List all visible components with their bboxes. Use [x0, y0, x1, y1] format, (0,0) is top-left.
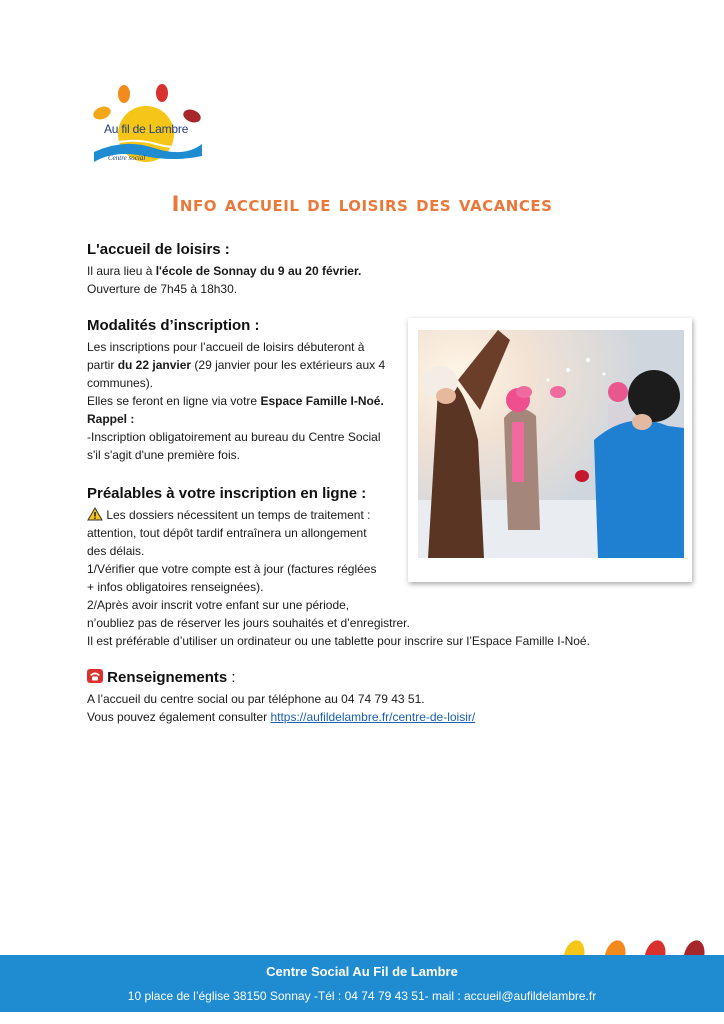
- modalites-p3b: s'il s'agit d'une première fois.: [87, 448, 240, 462]
- accueil-heading: L'accueil de loisirs :: [87, 241, 230, 258]
- footer-org-name: Centre Social Au Fil de Lambre: [266, 964, 458, 979]
- prealables-l1: Les dossiers nécessitent un temps de traitement :: [103, 508, 371, 522]
- accueil-line1-bold: l'école de Sonnay du 9 au 20 février.: [155, 264, 362, 278]
- renseignements-l1: A l’accueil du centre social ou par téléphone au 04 74 79 43 51.: [87, 692, 425, 706]
- section-modalites: [87, 316, 397, 464]
- footer-contact: 10 place de l’église 38150 Sonnay -Tél : 04 74 79 43 51- mail : accueil@aufildelambre.fr: [127, 989, 597, 1003]
- telephone-icon: [87, 669, 103, 683]
- prealables-l2: attention, tout dépôt tardif entraînera un allongement: [87, 526, 367, 540]
- section-renseignements: [87, 668, 647, 726]
- accueil-line1-prefix: Il aura lieu à: [87, 264, 156, 278]
- prealables-l7: n’oubliez pas de réserver les jours souhaités et d’enregistrer.: [87, 616, 410, 630]
- logo-subtitle: Centre social: [108, 154, 146, 162]
- accueil-line2: Ouverture de 7h45 à 18h30.: [87, 282, 238, 296]
- modalites-p2-bold: Espace Famille I-Noé.: [260, 394, 384, 408]
- modalites-p1c: communes).: [87, 376, 154, 390]
- prealables-l5: + infos obligatoires renseignées).: [87, 580, 264, 594]
- prealables-l3: des délais.: [87, 544, 145, 558]
- centre-de-loisir-link[interactable]: https://aufildelambre.fr/centre-de-loisir/: [270, 710, 476, 724]
- prealables-l8: Il est préférable d’utiliser un ordinateur ou une tablette pour inscrire sur l’Espace Famille I-Noé.: [87, 634, 590, 648]
- section-accueil: [87, 240, 361, 298]
- renseignements-l2-prefix: Vous pouvez également consulter: [87, 710, 271, 724]
- modalites-p2-prefix: Elles se feront en ligne via votre: [87, 394, 261, 408]
- logo-name: Au fil de Lambre: [104, 122, 189, 136]
- modalites-heading: Modalités d’inscription :: [87, 317, 260, 334]
- modalites-rappel: Rappel :: [87, 412, 135, 426]
- modalites-p1b-bold: du 22 janvier: [117, 358, 192, 372]
- prealables-l4: 1/Vérifier que votre compte est à jour (factures réglées: [87, 562, 377, 576]
- modalites-p1b-suffix: (29 janvier pour les extérieurs aux 4: [191, 358, 386, 372]
- prealables-l6: 2/Après avoir inscrit votre enfant sur une période,: [87, 598, 350, 612]
- section-prealables: [87, 484, 647, 650]
- footer: [0, 955, 724, 1012]
- modalites-p1a: Les inscriptions pour l’accueil de loisirs débuteront à: [87, 340, 365, 354]
- prealables-heading: Préalables à votre inscription en ligne :: [87, 485, 367, 502]
- renseignements-heading: Renseignements: [107, 669, 228, 686]
- renseignements-heading-suffix: :: [227, 669, 236, 686]
- modalites-p1b-prefix: partir: [87, 358, 118, 372]
- warning-icon: [87, 507, 103, 521]
- page-title: Info accueil de loisirs des vacances: [171, 192, 553, 216]
- modalites-p3a: -Inscription obligatoirement au bureau du Centre Social: [87, 430, 381, 444]
